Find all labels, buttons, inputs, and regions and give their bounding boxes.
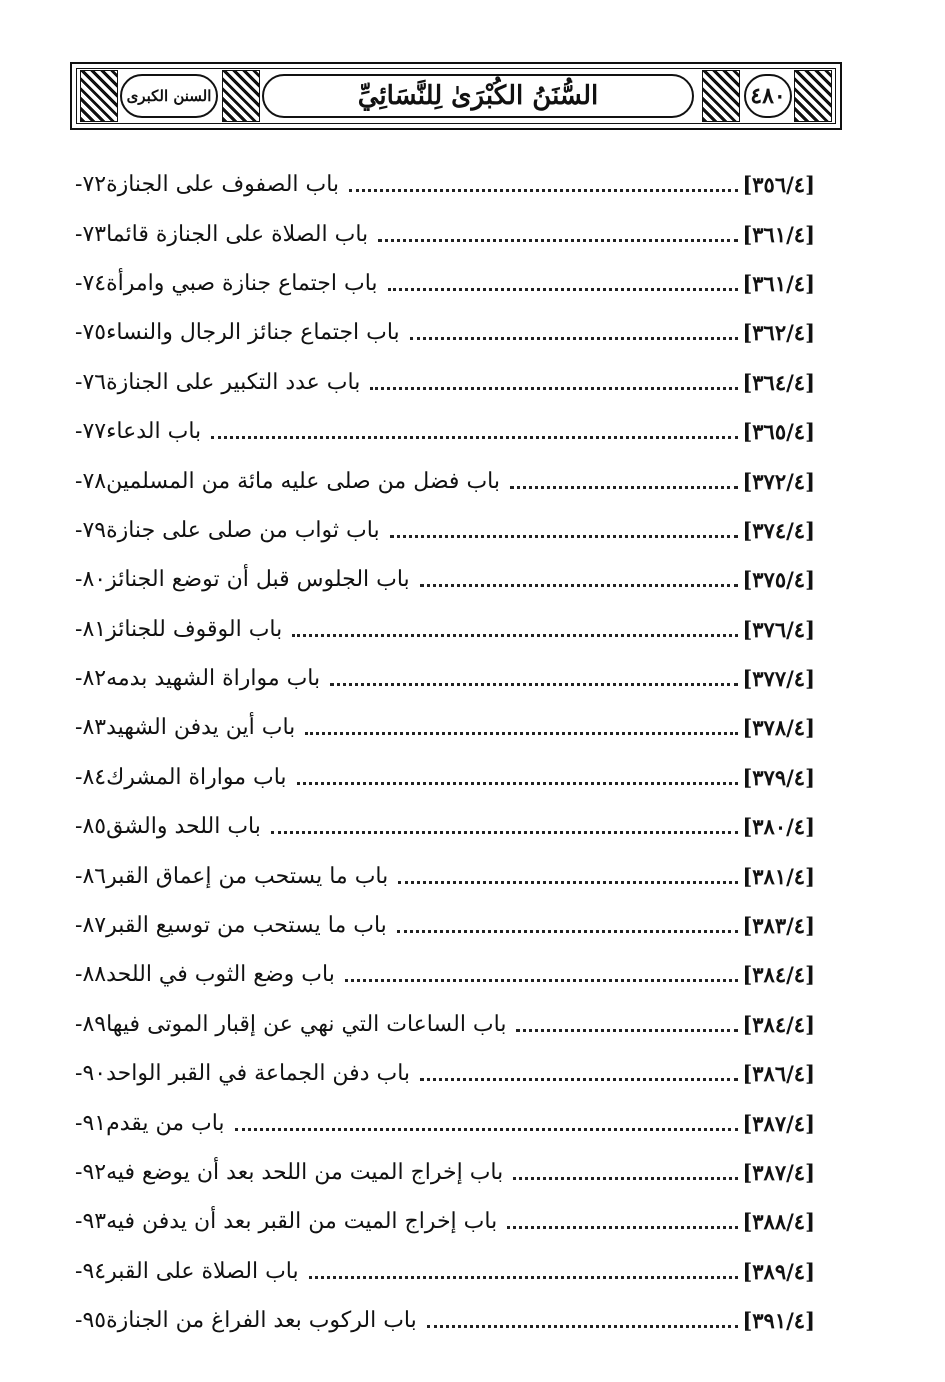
dot-leader xyxy=(507,1226,738,1229)
dot-leader xyxy=(420,584,739,587)
entry-reference: [٣٦١/٤] xyxy=(742,270,815,296)
dot-leader xyxy=(513,1177,738,1180)
toc-entry xyxy=(75,555,815,604)
entry-title: باب اللحد والشق xyxy=(106,814,261,840)
book-title-text: السُّنَنُ الكُبْرَىٰ لِلنَّسَائِيِّ xyxy=(357,81,599,111)
entry-number: ٨٥- xyxy=(75,814,107,840)
toc-entry xyxy=(75,802,815,851)
toc-entry xyxy=(75,456,815,505)
dot-leader xyxy=(297,782,739,785)
entry-number: ٨٧- xyxy=(75,913,107,939)
toc-entry xyxy=(75,1049,815,1098)
entry-reference: [٣٨٨/٤] xyxy=(742,1209,815,1235)
ornament-right-inner xyxy=(702,70,740,122)
entry-reference: [٣٨٣/٤] xyxy=(742,913,815,939)
book-seal xyxy=(120,74,218,118)
entry-title: باب مواراة الشهيد بدمه xyxy=(106,666,321,692)
dot-leader xyxy=(510,486,738,489)
entry-reference: [٣٩١/٤] xyxy=(742,1308,815,1334)
toc-entry xyxy=(75,1296,815,1345)
entry-title: باب فضل من صلى عليه مائة من المسلمين xyxy=(106,468,500,494)
entry-title: باب الدعاء xyxy=(106,419,202,445)
entry-reference: [٣٧٤/٤] xyxy=(742,517,815,543)
entry-reference: [٣٧٨/٤] xyxy=(742,715,815,741)
toc-entry xyxy=(75,851,815,900)
ornament-right-outer xyxy=(794,70,832,122)
entry-number: ٧٤- xyxy=(75,270,107,296)
entry-reference: [٣٨١/٤] xyxy=(742,863,815,889)
dot-leader xyxy=(388,288,739,291)
entry-number: ٨٨- xyxy=(75,962,107,988)
entry-title: باب اجتماع جنازة صبي وامرأة xyxy=(106,270,378,296)
entry-number: ٧٣- xyxy=(75,221,107,247)
entry-title: باب وضع الثوب في اللحد xyxy=(106,962,335,988)
entry-number: ٧٩- xyxy=(75,517,107,543)
table-of-contents xyxy=(75,160,815,1345)
entry-reference: [٣٧٩/٤] xyxy=(742,764,815,790)
entry-reference: [٣٦٤/٤] xyxy=(742,369,815,395)
entry-title: باب الركوب بعد الفراغ من الجنازة xyxy=(106,1308,417,1334)
dot-leader xyxy=(390,535,739,538)
dot-leader xyxy=(349,189,738,192)
dot-leader xyxy=(330,683,738,686)
entry-reference: [٣٨٩/٤] xyxy=(742,1258,815,1284)
entry-reference: [٣٨٠/٤] xyxy=(742,814,815,840)
dot-leader xyxy=(271,831,738,834)
entry-reference: [٣٨٧/٤] xyxy=(742,1110,815,1136)
entry-number: ٨٢- xyxy=(75,666,107,692)
dot-leader xyxy=(516,1029,738,1032)
toc-entry xyxy=(75,950,815,999)
dot-leader xyxy=(427,1325,739,1328)
dot-leader xyxy=(345,979,738,982)
entry-title: باب إخراج الميت من اللحد بعد أن يوضع فيه xyxy=(106,1160,504,1185)
entry-title: باب دفن الجماعة في القبر الواحد xyxy=(106,1061,411,1087)
entry-title: باب أين يدفن الشهيد xyxy=(106,715,296,741)
entry-reference: [٣٦٥/٤] xyxy=(742,419,815,445)
entry-reference: [٣٧٦/٤] xyxy=(742,616,815,642)
entry-title: باب الصلاة على الجنازة قائما xyxy=(106,221,369,247)
page-number: ٤٨٠ xyxy=(750,83,786,109)
dot-leader xyxy=(305,732,738,735)
entry-reference: [٣٨٤/٤] xyxy=(742,962,815,988)
toc-entry xyxy=(75,1148,815,1197)
entry-number: ٧٨- xyxy=(75,468,107,494)
toc-entry xyxy=(75,901,815,950)
entry-title: باب ثواب من صلى على جنازة xyxy=(106,517,380,543)
toc-entry xyxy=(75,209,815,258)
toc-entry xyxy=(75,605,815,654)
entry-title: باب ما يستحب من توسيع القبر xyxy=(106,913,387,939)
entry-reference: [٣٧٥/٤] xyxy=(742,567,815,593)
dot-leader xyxy=(398,881,738,884)
entry-title: باب من يقدم xyxy=(106,1110,225,1136)
entry-number: ٩٤- xyxy=(75,1258,107,1284)
entry-title: باب الوقوف للجنائز xyxy=(106,616,283,642)
entry-number: ٩١- xyxy=(75,1110,107,1136)
toc-entry xyxy=(75,506,815,555)
entry-reference: [٣٧٢/٤] xyxy=(742,468,815,494)
entry-reference: [٣٧٧/٤] xyxy=(742,666,815,692)
entry-title: باب الصلاة على القبر xyxy=(106,1258,299,1284)
book-seal-text: السنن الكبرى xyxy=(126,87,212,105)
entry-title: باب عدد التكبير على الجنازة xyxy=(106,369,361,395)
entry-title: باب مواراة المشرك xyxy=(106,764,287,790)
entry-title: باب الجلوس قبل أن توضع الجنائز xyxy=(106,567,410,593)
dot-leader xyxy=(420,1078,738,1081)
page-number-badge xyxy=(744,74,792,118)
entry-reference: [٣٦١/٤] xyxy=(742,221,815,247)
entry-number: ٧٢- xyxy=(75,172,107,198)
toc-entry xyxy=(75,160,815,209)
entry-reference: [٣٦٢/٤] xyxy=(742,320,815,346)
entry-title: باب ما يستحب من إعماق القبر xyxy=(106,863,389,889)
entry-reference: [٣٨٤/٤] xyxy=(742,1011,815,1037)
entry-reference: [٣٨٦/٤] xyxy=(742,1061,815,1087)
dot-leader xyxy=(378,239,738,242)
entry-number: ٨١- xyxy=(75,616,107,642)
toc-entry xyxy=(75,1247,815,1296)
toc-entry xyxy=(75,358,815,407)
entry-number: ٩٢- xyxy=(75,1160,107,1185)
entry-number: ٩٠- xyxy=(75,1061,107,1087)
toc-entry xyxy=(75,1098,815,1147)
toc-entry xyxy=(75,1000,815,1049)
entry-number: ٨٩- xyxy=(75,1011,107,1037)
toc-entry xyxy=(75,703,815,752)
entry-number: ٨٤- xyxy=(75,764,107,790)
dot-leader xyxy=(235,1128,739,1131)
dot-leader xyxy=(309,1276,739,1279)
entry-number: ٧٦- xyxy=(75,369,107,395)
entry-reference: [٣٨٧/٤] xyxy=(742,1160,815,1185)
entry-number: ٩٣- xyxy=(75,1209,107,1235)
toc-entry xyxy=(75,308,815,357)
ornament-left-inner xyxy=(222,70,260,122)
dot-leader xyxy=(292,634,738,637)
dot-leader xyxy=(410,337,739,340)
entry-number: ٧٥- xyxy=(75,320,107,346)
toc-entry xyxy=(75,654,815,703)
toc-entry xyxy=(75,407,815,456)
entry-reference: [٣٥٦/٤] xyxy=(742,172,815,198)
toc-entry xyxy=(75,753,815,802)
dot-leader xyxy=(370,387,738,390)
entry-number: ٨٦- xyxy=(75,863,107,889)
entry-number: ٧٧- xyxy=(75,419,107,445)
toc-entry xyxy=(75,259,815,308)
entry-title: باب الساعات التي نهي عن إقبار الموتى فيها xyxy=(106,1011,507,1037)
book-title xyxy=(262,74,694,118)
ornament-left-outer xyxy=(80,70,118,122)
entry-number: ٨٣- xyxy=(75,715,107,741)
entry-title: باب اجتماع جنائز الرجال والنساء xyxy=(106,320,400,346)
entry-title: باب الصفوف على الجنازة xyxy=(106,172,340,198)
entry-number: ٨٠- xyxy=(75,567,107,593)
entry-title: باب إخراج الميت من القبر بعد أن يدفن فيه xyxy=(106,1209,498,1235)
entry-number: ٩٥- xyxy=(75,1308,107,1334)
toc-entry xyxy=(75,1197,815,1246)
dot-leader xyxy=(211,436,738,439)
dot-leader xyxy=(397,930,739,933)
page-header xyxy=(70,62,842,130)
